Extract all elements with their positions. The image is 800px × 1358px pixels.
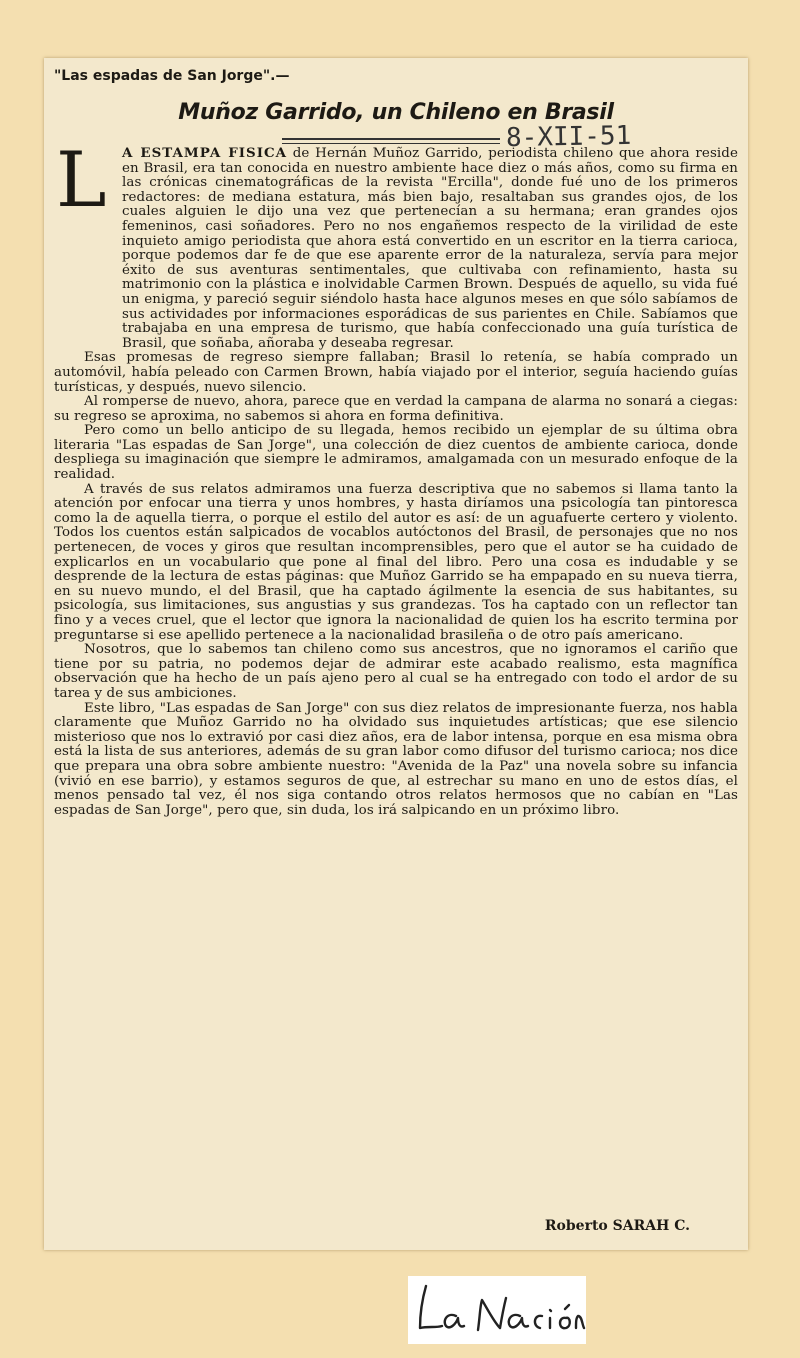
headline-rule <box>282 138 500 140</box>
newspaper-clipping <box>44 58 748 1250</box>
series-label: "Las espadas de San Jorge".— <box>54 68 290 84</box>
author-signature: Roberto SARAH C. <box>544 1218 690 1234</box>
paragraph-6: Nosotros, que lo sabemos tan chileno como sus ancestros, que no ignoramos el cariño que tiene por su patria, no podemos dejar de admirar este acabado realismo, esta magnífica observación que ha hecho de un país ajeno pero al cual se ha entregado con todo el ardor de su tarea y de sus ambiciones. <box>54 642 738 701</box>
paragraph-2: Esas promesas de regreso siempre fallaban; Brasil lo retenía, se había comprado un automóvil, había peleado con Carmen Brown, había viajado por el interior, seguía haciendo guías turísticas, y después, nuevo silencio. <box>54 350 738 395</box>
drop-cap: L <box>56 135 107 224</box>
paragraph-5: A través de sus relatos admiramos una fuerza descriptiva que no sabemos si llama tanto la atención por enfocar una tierra y unos hombres, y hasta diríamos una psicología tan pintoresca como la de aquella tierra, o porque el estilo del autor es así: de un aguafuerte certero y violento. Todos los cuentos están salpicados de vocablos autóctonos del Brasil, de personajes que no nos pertenecen, de voces y giros que resultan incomprensibles, pero que el autor se ha cuidado de explicarlos en un vocabulario que pone al final del libro. Pero una cosa es indudable y se desprende de la lectura de estas páginas: que Muñoz Garrido se ha empapado en su nueva tierra, en su nuevo mundo, el del Brasil, que ha captado ágilmente la esencia de sus habitantes, su psicología, sus limitaciones, sus angustias y sus grandezas. Tos ha captado con un reflector tan fino y a veces cruel, que el lector que ignora la nacionalidad de quien los ha escrito termina por preguntarse si ese apellido pertenece a la nacionalidad brasileña o de otro país americano. <box>54 481 738 643</box>
paragraph-text: de Hernán Muñoz Garrido, periodista chileno que ahora reside en Brasil, era tan conocida en nuestro ambiente hace diez o más años, como su firma en las crónicas cinematográficas de la revista "Ercilla", donde fué uno de los primeros redactores: de mediana estatura, más bien bajo, resaltaban sus grandes ojos, de los cuales alguien le dijo una vez que pertenecían a su hermana; eran grandes ojos femeninos, casi soñadores. Pero no nos engañemos respecto de la virilidad de este inquieto amigo periodista que ahora está convertido en un escritor en la tierra carioca, porque podemos dar fe de que ese aparente error de la naturaleza, servía para mejor éxito de sus aventuras sentimentales, que cultivaba con refinamiento, hasta su matrimonio con la plástica e inolvidable Carmen Brown. Después de aquello, su vida fué un enigma, y pareció seguir siéndolo hasta hace algunos meses en que sólo sabíamos de sus actividades por informaciones esporádicas de sus parientes en Chile. Sabíamos que trabajaba en una empresa de turismo, que había confeccionado una guía turística de Brasil, que soñaba, añoraba y deseaba regresar. <box>122 146 738 351</box>
newspaper-source-stamp <box>408 1276 586 1344</box>
paragraph-7: Este libro, "Las espadas de San Jorge" con sus diez relatos de impresionante fuerza, nos habla claramente que Muñoz Garrido no ha olvidado sus inquietudes artísticas; que ese silencio misterioso que nos lo extravió por casi diez años, era de labor intensa, porque en esa misma obra está la lista de sus anteriores, además de su gran labor como difusor del turismo carioca; nos dice que prepara una obra sobre ambiente nuestro: "Avenida de la Paz" una novela sobre su infancia (vivió en ese barrio), y estamos seguros de que, al estrechar su mano en uno de estos días, el menos pensado tal vez, él nos siga contando otros relatos hermosos que no cabían en "Las espadas de San Jorge", pero que, sin duda, los irá salpicando en un próximo libro. <box>54 700 738 818</box>
paragraph-3: Al romperse de nuevo, ahora, parece que en verdad la campana de alarma no sonará a ciegas: su regreso se aproxima, no sabemos si ahora en forma definitiva. <box>54 394 738 424</box>
article-body <box>54 146 738 818</box>
paragraph-4: Pero como un bello anticipo de su llegada, hemos recibido un ejemplar de su última obra literaria "Las espadas de San Jorge", una colección de diez cuentos de ambiente carioca, donde despliega su imaginación que siempre le admiramos, amalgamada con un mesurado enfoque de la realidad. <box>54 423 738 483</box>
handwritten-la-nacion <box>408 1276 586 1344</box>
handwritten-date: 8-XII-51 <box>505 120 632 154</box>
lead-words: A ESTAMPA FISICA <box>122 145 288 161</box>
headline-rule-thin <box>282 143 500 144</box>
headline: Muñoz Garrido, un Chileno en Brasil <box>178 100 614 125</box>
paragraph-1 <box>54 146 738 351</box>
